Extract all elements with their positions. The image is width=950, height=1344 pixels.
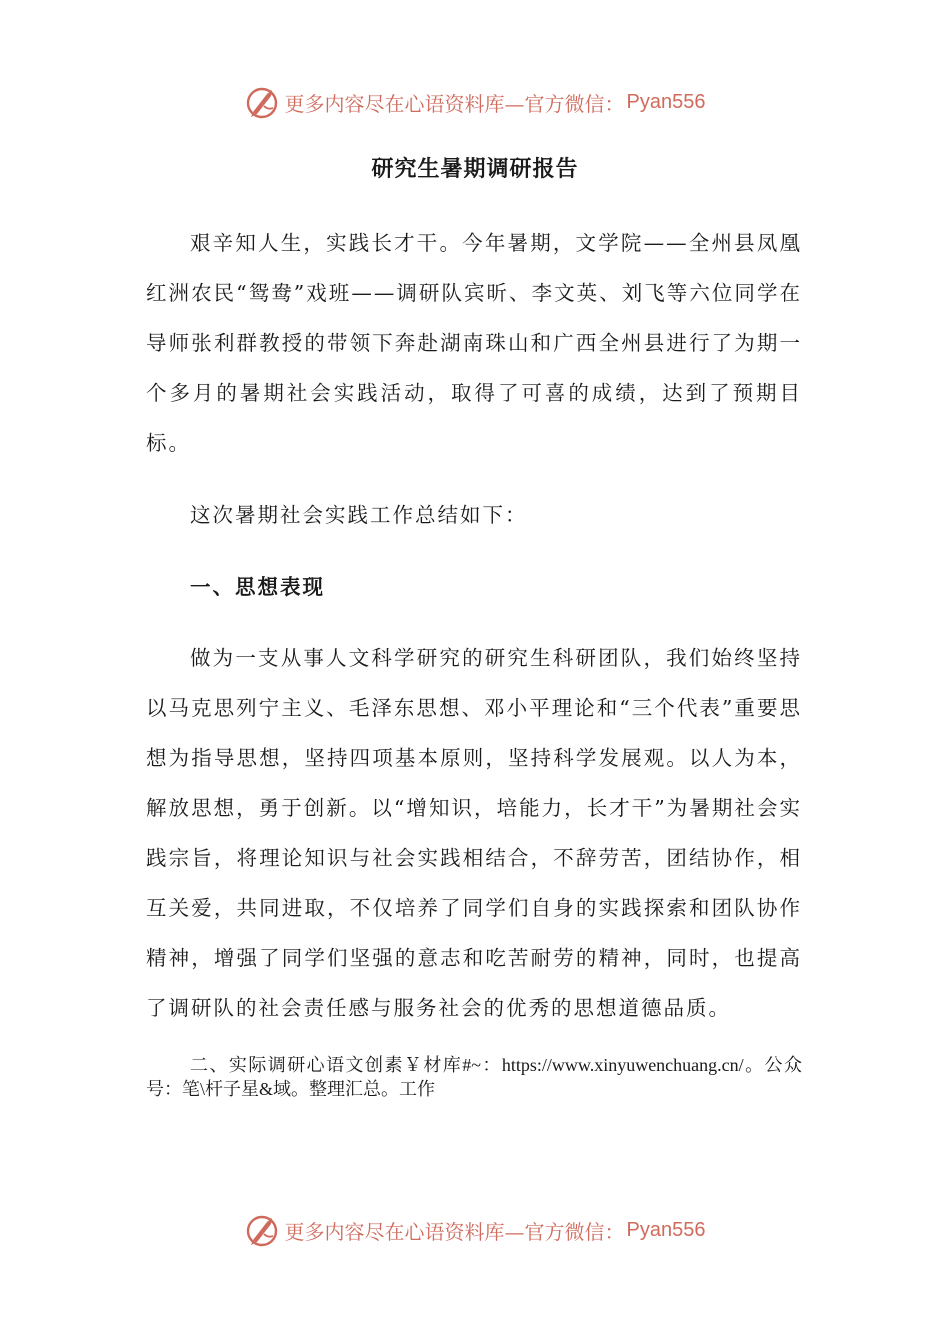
footer-watermark-banner (0, 1208, 950, 1252)
paragraph-summary-lead: 这次暑期社会实践工作总结如下： (190, 503, 528, 527)
paragraph-watermark-note: 二、实际调研心语文创素￥材库#~：https://www.xinyuwenchuang.cn/。公众号：笔\杆子星&域。整理汇总。工作 (146, 1055, 802, 1099)
pen-logo-icon (245, 84, 281, 120)
banner-text: 更多内容尽在心语资料库—官方微信： (284, 91, 625, 116)
document-title: 研究生暑期调研报告 (371, 156, 579, 182)
banner-wechat-id: Pyan556 (626, 1218, 706, 1241)
banner-text: 更多内容尽在心语资料库—官方微信： (284, 1219, 625, 1244)
pen-logo-icon (245, 1212, 281, 1248)
banner-wechat-id: Pyan556 (626, 90, 706, 113)
paragraph-thought-performance: 做为一支从事人文科学研究的研究生科研团队，我们始终坚持以马克思列宁主义、毛泽东思想、邓小平理论和“三个代表”重要思想为指导思想，坚持四项基本原则，坚持科学发展观。以人为本，解放思想，勇于创新。以“增知识，培能力，长才干”为暑期社会实践宗旨，将理论知识与社会实践相结合，不辞劳苦，团结协作，相互关爱，共同进取，不仅培养了同学们自身的实践探索和团队协作精神，增强了同学们坚强的意志和吃苦耐劳的精神，同时，也提高了调研队的社会责任感与服务社会的优秀的思想道德品质。 (146, 646, 802, 1020)
paragraph-intro: 艰辛知人生，实践长才干。今年暑期，文学院——全州县凤凰红洲农民“鸳鸯”戏班——调研队宾昕、李文英、刘飞等六位同学在导师张利群教授的带领下奔赴湖南珠山和广西全州县进行了为期一个多月的暑期社会实践活动，取得了可喜的成绩，达到了预期目标。 (146, 231, 802, 455)
header-watermark-banner (0, 80, 950, 124)
section-heading-thought: 一、思想表现 (190, 575, 325, 599)
